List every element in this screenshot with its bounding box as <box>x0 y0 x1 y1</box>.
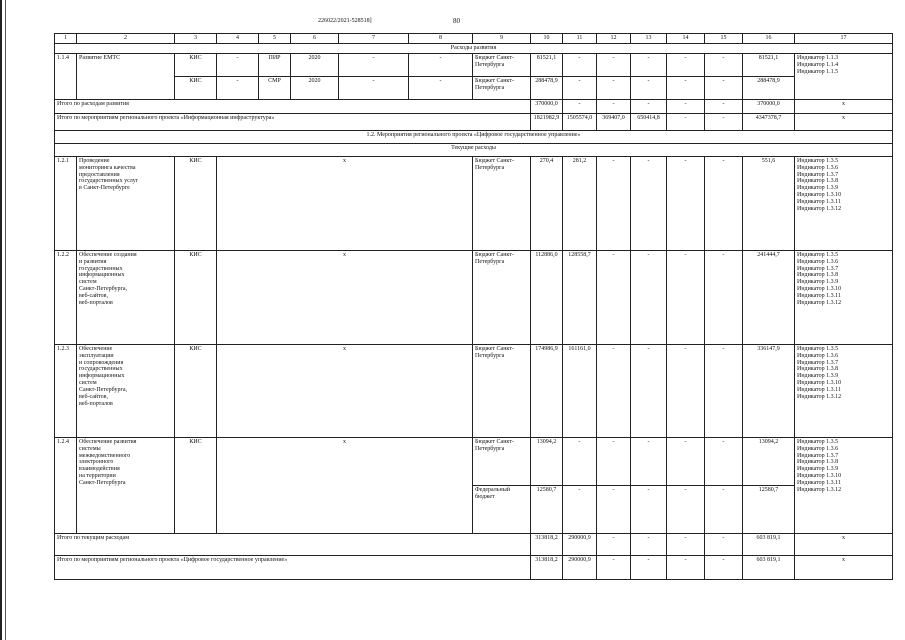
cell: - <box>339 76 409 99</box>
executor: КИС <box>175 437 217 533</box>
col-num: 16 <box>743 34 795 44</box>
indicators: Индикатор 1.1.3 Индикатор 1.1.4 Индикатор 1.1.5 <box>795 53 893 99</box>
activity-name: Обеспечение создания и развития государственных информационных систем Санкт-Петербурга, веб-сайтов, веб-порталов <box>77 250 175 344</box>
funding-source: Федеральный бюджет <box>473 485 531 533</box>
table-row <box>55 250 893 344</box>
value: - <box>631 99 667 113</box>
value: - <box>631 437 667 485</box>
value: - <box>563 485 597 533</box>
total-label: Итого по мероприятиям регионального проекта «Информационная инфраструктура» <box>55 113 531 130</box>
value-total: 13094,2 <box>743 437 795 485</box>
section-header-row <box>55 43 893 53</box>
value: 161161,0 <box>563 344 597 437</box>
cell: - <box>409 76 473 99</box>
value-total: 370000,0 <box>743 99 795 113</box>
col-num: 6 <box>291 34 339 44</box>
value: - <box>705 53 743 76</box>
value: - <box>631 156 667 250</box>
indicators: Индикатор 1.3.5 Индикатор 1.3.6 Индикатор 1.3.7 Индикатор 1.3.8 Индикатор 1.3.9 Индикатор 1.3.10 Индикатор 1.3.11 Индикатор 1.3.12 <box>795 250 893 344</box>
value-total: 288478,9 <box>743 76 795 99</box>
value: 174986,9 <box>531 344 563 437</box>
row-number: 1.2.3 <box>55 344 77 437</box>
value: - <box>597 99 631 113</box>
value-total: 603 819,1 <box>743 533 795 555</box>
col-num: 3 <box>175 34 217 44</box>
value: - <box>631 53 667 76</box>
value: - <box>597 156 631 250</box>
value: - <box>563 437 597 485</box>
col-num: 17 <box>795 34 893 44</box>
col-num: 2 <box>77 34 175 44</box>
not-applicable: x <box>217 156 473 250</box>
not-applicable: x <box>217 437 473 533</box>
value: - <box>597 437 631 485</box>
value: 12580,7 <box>531 485 563 533</box>
value: 290000,9 <box>563 555 597 579</box>
col-num: 9 <box>473 34 531 44</box>
funding-source: Бюджет Санкт- Петербурга <box>473 344 531 437</box>
value: 369407,0 <box>597 113 631 130</box>
row-number: 1.1.4 <box>55 53 77 99</box>
value: - <box>597 76 631 99</box>
value: - <box>705 250 743 344</box>
value: - <box>597 344 631 437</box>
value: - <box>631 485 667 533</box>
value: 128558,7 <box>563 250 597 344</box>
row-number: 1.2.2 <box>55 250 77 344</box>
table-row <box>55 53 893 76</box>
value: - <box>631 344 667 437</box>
cell: x <box>795 533 893 555</box>
cell: x <box>795 555 893 579</box>
executor: КИС <box>175 76 217 99</box>
value: - <box>667 99 705 113</box>
value: 313818,2 <box>531 533 563 555</box>
funding-source: Бюджет Санкт- Петербурга <box>473 53 531 76</box>
col-num: 1 <box>55 34 77 44</box>
value: 288478,9 <box>531 76 563 99</box>
col-num: 10 <box>531 34 563 44</box>
binding-edge-inner <box>5 0 6 640</box>
funding-source: Бюджет Санкт- Петербурга <box>473 437 531 485</box>
page-number: 80 <box>453 17 460 25</box>
table-row <box>55 156 893 250</box>
col-num: 14 <box>667 34 705 44</box>
value: - <box>705 485 743 533</box>
value: - <box>667 485 705 533</box>
value: - <box>667 76 705 99</box>
col-num: 15 <box>705 34 743 44</box>
value: 290000,9 <box>563 533 597 555</box>
row-number: 1.2.4 <box>55 437 77 533</box>
section-title-development: Расходы развития <box>55 43 893 53</box>
col-num: 4 <box>217 34 259 44</box>
binding-edge <box>0 0 2 640</box>
value: - <box>705 533 743 555</box>
value-total: 4347378,7 <box>743 113 795 130</box>
col-num: 13 <box>631 34 667 44</box>
indicators: Индикатор 1.3.5 Индикатор 1.3.6 Индикатор 1.3.7 Индикатор 1.3.8 Индикатор 1.3.9 Индикатор 1.3.10 Индикатор 1.3.11 Индикатор 1.3.12 <box>795 437 893 533</box>
not-applicable: x <box>217 344 473 437</box>
executor: КИС <box>175 250 217 344</box>
cell: - <box>217 76 259 99</box>
funding-source: Бюджет Санкт- Петербурга <box>473 76 531 99</box>
value: - <box>597 53 631 76</box>
value: - <box>631 555 667 579</box>
activity-name: Развитие ЕМТС <box>77 53 175 99</box>
work-type: СМР <box>259 76 291 99</box>
value: - <box>597 533 631 555</box>
value: - <box>705 76 743 99</box>
total-row <box>55 533 893 555</box>
column-number-row <box>55 34 893 44</box>
total-row <box>55 555 893 579</box>
indicators: Индикатор 1.3.5 Индикатор 1.3.6 Индикатор 1.3.7 Индикатор 1.3.8 Индикатор 1.3.9 Индикатор 1.3.10 Индикатор 1.3.11 Индикатор 1.3.12 <box>795 156 893 250</box>
section-header-row <box>55 143 893 156</box>
funding-source: Бюджет Санкт- Петербурга <box>473 250 531 344</box>
section-title-digital-gov: 1.2. Мероприятия регионального проекта «Цифровое государственное управление» <box>55 130 893 143</box>
cell: - <box>339 53 409 76</box>
value-total: 12580,7 <box>743 485 795 533</box>
value-total: 551,6 <box>743 156 795 250</box>
total-row <box>55 113 893 130</box>
total-row <box>55 99 893 113</box>
value: - <box>631 76 667 99</box>
section-header-row <box>55 130 893 143</box>
total-label: Итого по расходам развития <box>55 99 531 113</box>
value: - <box>563 99 597 113</box>
value: - <box>631 250 667 344</box>
col-num: 8 <box>409 34 473 44</box>
value: 281,2 <box>563 156 597 250</box>
document-id: 226022/2021-528518] <box>318 18 372 24</box>
value: 81521,1 <box>531 53 563 76</box>
value: - <box>667 533 705 555</box>
value: - <box>563 53 597 76</box>
value: - <box>563 76 597 99</box>
total-label: Итого по мероприятиям регионального проекта «Цифровое государственное управление» <box>55 555 531 579</box>
value-total: 336147,9 <box>743 344 795 437</box>
value: - <box>705 156 743 250</box>
value: - <box>705 555 743 579</box>
value: 313818,2 <box>531 555 563 579</box>
value: - <box>667 53 705 76</box>
value: - <box>705 99 743 113</box>
value: - <box>631 533 667 555</box>
col-num: 12 <box>597 34 631 44</box>
value: - <box>597 250 631 344</box>
value: - <box>667 344 705 437</box>
cell: x <box>795 113 893 130</box>
row-number: 1.2.1 <box>55 156 77 250</box>
value: - <box>667 250 705 344</box>
col-num: 11 <box>563 34 597 44</box>
value: - <box>667 113 705 130</box>
table-row <box>55 76 893 99</box>
activity-name: Обеспечение эксплуатации и сопровождения государственных информационных систем Санкт-Петербурга, веб-сайтов, веб-порталов <box>77 344 175 437</box>
value: 13094,2 <box>531 437 563 485</box>
executor: КИС <box>175 344 217 437</box>
value: - <box>597 485 631 533</box>
value: 112886,0 <box>531 250 563 344</box>
year: 2020 <box>291 53 339 76</box>
activity-name: Проведение мониторинга качества предоставления государственных услуг в Санкт-Петербурге <box>77 156 175 250</box>
indicators: Индикатор 1.3.5 Индикатор 1.3.6 Индикатор 1.3.7 Индикатор 1.3.8 Индикатор 1.3.9 Индикатор 1.3.10 Индикатор 1.3.11 Индикатор 1.3.12 <box>795 344 893 437</box>
year: 2020 <box>291 76 339 99</box>
value: 1821982,9 <box>531 113 563 130</box>
value: - <box>667 156 705 250</box>
value: 370000,0 <box>531 99 563 113</box>
budget-table <box>54 33 893 580</box>
activity-name: Обеспечение развития системы межведомственного электронного взаимодействия на территории Санкт-Петербурга <box>77 437 175 533</box>
value: - <box>597 555 631 579</box>
table-row <box>55 344 893 437</box>
table-row <box>55 437 893 485</box>
value: - <box>667 437 705 485</box>
not-applicable: x <box>217 250 473 344</box>
value: - <box>667 555 705 579</box>
cell: x <box>795 99 893 113</box>
value-total: 241444,7 <box>743 250 795 344</box>
section-title-current: Текущие расходы <box>55 143 893 156</box>
value-total: 603 819,1 <box>743 555 795 579</box>
value-total: 81521,1 <box>743 53 795 76</box>
total-label: Итого по текущим расходам <box>55 533 531 555</box>
funding-source: Бюджет Санкт- Петербурга <box>473 156 531 250</box>
value: - <box>705 437 743 485</box>
cell: - <box>409 53 473 76</box>
work-type: ПИР <box>259 53 291 76</box>
executor: КИС <box>175 53 217 76</box>
value: - <box>705 344 743 437</box>
executor: КИС <box>175 156 217 250</box>
value: 650414,8 <box>631 113 667 130</box>
value: 270,4 <box>531 156 563 250</box>
value: 1505574,0 <box>563 113 597 130</box>
col-num: 5 <box>259 34 291 44</box>
value: - <box>705 113 743 130</box>
cell: - <box>217 53 259 76</box>
col-num: 7 <box>339 34 409 44</box>
